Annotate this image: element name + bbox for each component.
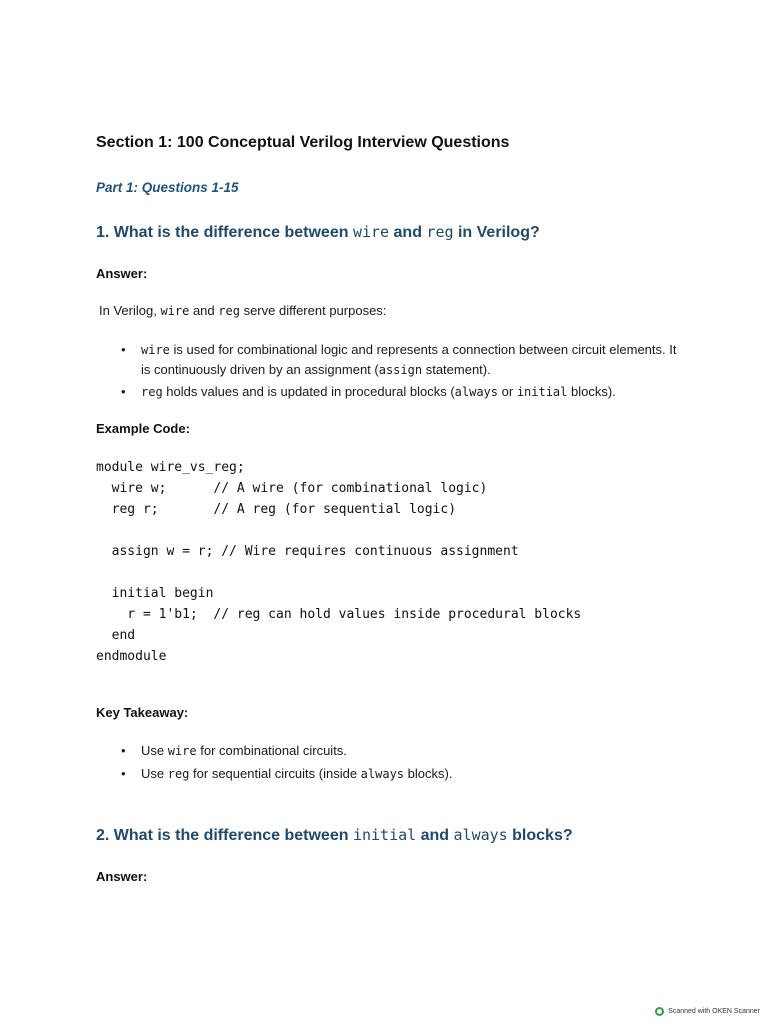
question-1-mid: and (389, 224, 427, 241)
question-1-code-reg: reg (426, 223, 454, 241)
intro-mid: and (189, 303, 219, 318)
question-2-heading (96, 826, 573, 845)
code-block: module wire_vs_reg; wire w; // A wire (for combinational logic) reg r; // A reg (for sequential logic) assign w = r; // Wire requires continuous assignment initial begin r = 1'b1; // reg can hold values inside procedural blocks end endmodule (96, 460, 582, 664)
takeaway-code: wire (167, 744, 197, 758)
scanner-watermark (655, 1007, 760, 1016)
question-1-prefix: 1. What is the difference between (96, 224, 353, 241)
bullet-text: or (498, 384, 517, 399)
answer-1-label: Answer: (96, 266, 148, 281)
intro-code-reg: reg (218, 304, 240, 318)
section-title: Section 1: 100 Conceptual Verilog Interview Questions (96, 134, 510, 151)
list-item (117, 382, 677, 402)
scanner-logo-icon (655, 1007, 664, 1016)
bullet-icon: • (121, 766, 126, 781)
question-2-prefix: 2. What is the difference between (96, 827, 353, 844)
answer-2-label: Answer: (96, 869, 148, 884)
bullet-code: always (454, 385, 499, 399)
question-2-suffix: blocks? (507, 827, 573, 844)
takeaway-code: reg (167, 767, 190, 781)
question-1-suffix: in Verilog? (453, 224, 540, 241)
answer-1-bullet-list (117, 340, 677, 404)
question-1-code-wire: wire (352, 223, 390, 241)
takeaway-text: Use (141, 743, 168, 758)
bullet-code: initial (516, 385, 568, 399)
answer-1-intro (99, 303, 386, 318)
bullet-code: reg (141, 385, 163, 399)
part-title: Part 1: Questions 1-15 (96, 180, 239, 195)
question-2-mid: and (416, 827, 454, 844)
list-item (117, 764, 677, 784)
bullet-text: statement). (422, 362, 491, 377)
takeaway-text: blocks). (404, 766, 453, 781)
takeaway-text: for sequential circuits (inside (189, 766, 361, 781)
intro-post: serve different purposes: (239, 303, 387, 318)
takeaway-code: always (360, 767, 405, 781)
example-code-label: Example Code: (96, 421, 190, 436)
key-takeaway-list (117, 741, 677, 787)
scanner-watermark-text: Scanned with OKEN Scanner (668, 1008, 760, 1015)
intro-pre: In Verilog, (99, 303, 161, 318)
key-takeaway-label: Key Takeaway: (96, 705, 189, 720)
list-item (117, 741, 677, 761)
bullet-code: wire (141, 343, 170, 357)
bullet-text: holds values and is updated in procedural blocks ( (162, 384, 455, 399)
bullet-text: blocks). (567, 384, 616, 399)
question-2-code-initial: initial (352, 826, 417, 844)
takeaway-text: for combinational circuits. (196, 743, 347, 758)
list-item (117, 340, 677, 380)
bullet-icon: • (121, 384, 126, 399)
bullet-code: assign (378, 363, 423, 377)
intro-code-wire: wire (160, 304, 190, 318)
question-2-code-always: always (453, 826, 508, 844)
takeaway-text: Use (141, 766, 168, 781)
bullet-icon: • (121, 342, 126, 357)
bullet-icon: • (121, 743, 126, 758)
bullet-text: is used for combinational logic and represents a connection between circuit elements. It is continuously driven by an assignment ( (141, 342, 677, 377)
question-1-heading (96, 223, 540, 242)
